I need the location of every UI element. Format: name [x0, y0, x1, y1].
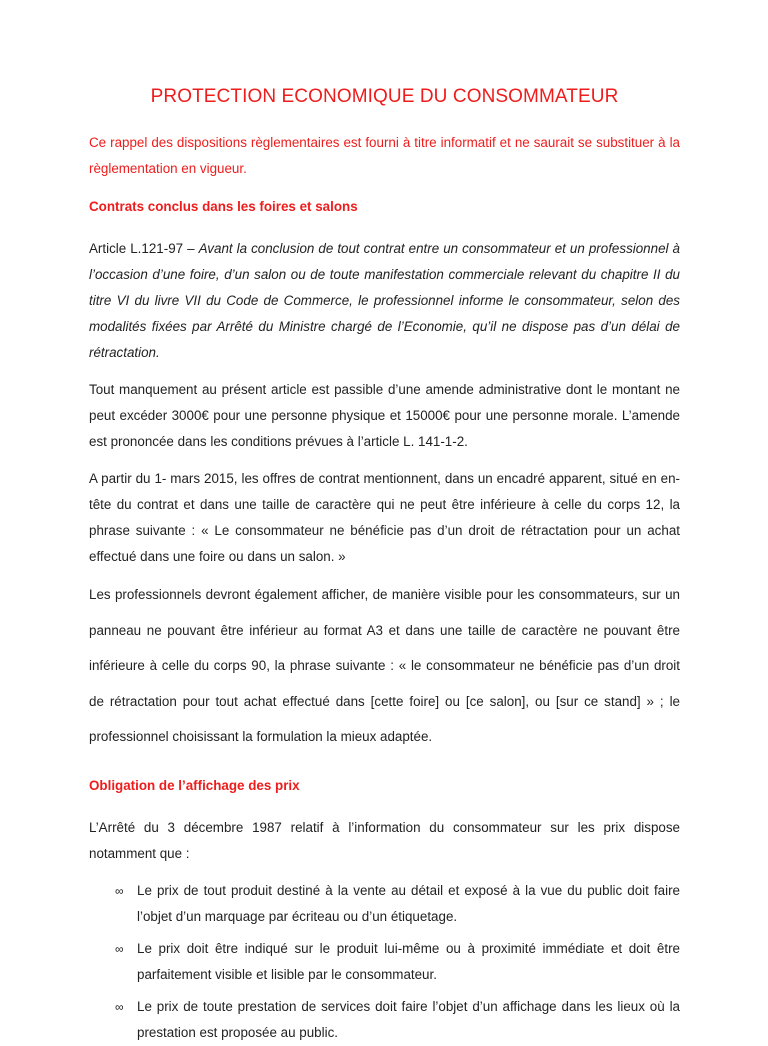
paragraph-penalty: Tout manquement au présent article est passible d’une amende administrative dont le montant ne peut excéder 3000€ pour une personne physique et 15000€ pour une personne morale. L’amende est prononcée dans les conditions prévues à l’article L. 141-1-2. [89, 382, 680, 449]
section-heading-fairs: Contrats conclus dans les foires et salons [89, 199, 358, 214]
paragraph-arrete: L’Arrêté du 3 décembre 1987 relatif à l’information du consommateur sur les prix dispose notamment que : [89, 819, 680, 861]
price-rules-list [89, 878, 680, 1046]
infinity-bullet-icon: ∞ [115, 941, 124, 956]
section-heading-price-display: Obligation de l’affichage des prix [89, 777, 300, 793]
list-item: ∞ Le prix de toute prestation de services doit faire l’objet d’un affichage dans les lieux où la prestation est proposée au public. [89, 994, 680, 1046]
infinity-bullet-icon: ∞ [115, 999, 124, 1014]
paragraph-display-panel: Les professionnels devront également afficher, de manière visible pour les consommateurs, sur un panneau ne pouvant être inférieur au format A3 et dans une taille de caractère ne pouvant être inférieure à celle du corps 90, la phrase suivante : « le consommateur ne bénéficie pas d’un droit de rétractation pour tout achat effectué dans [cette foire] ou [ce salon], ou [sur ce stand] » ; le professionnel choisissant la formulation la mieux adaptée. [89, 587, 680, 744]
list-item: ∞ Le prix doit être indiqué sur le produit lui-même ou à proximité immédiate et doit être parfaitement visible et lisible par le consommateur. [89, 936, 680, 988]
article-reference: Article L.121-97 – [89, 241, 199, 256]
paragraph-contract-offers: A partir du 1- mars 2015, les offres de contrat mentionnent, dans un encadré apparent, situé en en-tête du contrat et dans une taille de caractère qui ne peut être inférieure à celle du corps 12, la phrase suivante : « Le consommateur ne bénéficie pas d’un droit de rétractation pour un achat effectué dans une foire ou dans un salon. » [89, 471, 680, 564]
list-item: ∞ Le prix de tout produit destiné à la vente au détail et exposé à la vue du public doit faire l’objet d’un marquage par écriteau ou d’un étiquetage. [89, 878, 680, 930]
article-text: Avant la conclusion de tout contrat entre un consommateur et un professionnel à l’occasion d’une foire, d’un salon ou de toute manifestation commerciale relevant du chapitre II du titre VI du livre VII du Code de Commerce, le professionnel informe le consommateur, selon des modalités fixées par Arrêté du Ministre chargé de l’Economie, qu’il ne dispose pas d’un délai de rétractation. [89, 241, 680, 360]
document-title: PROTECTION ECONOMIQUE DU CONSOMMATEUR [150, 86, 619, 107]
intro-notice: Ce rappel des dispositions règlementaires est fourni à titre informatif et ne saurait se substituer à la règlementation en vigueur. [89, 135, 680, 176]
article-l121-97 [89, 236, 680, 366]
infinity-bullet-icon: ∞ [115, 883, 124, 898]
